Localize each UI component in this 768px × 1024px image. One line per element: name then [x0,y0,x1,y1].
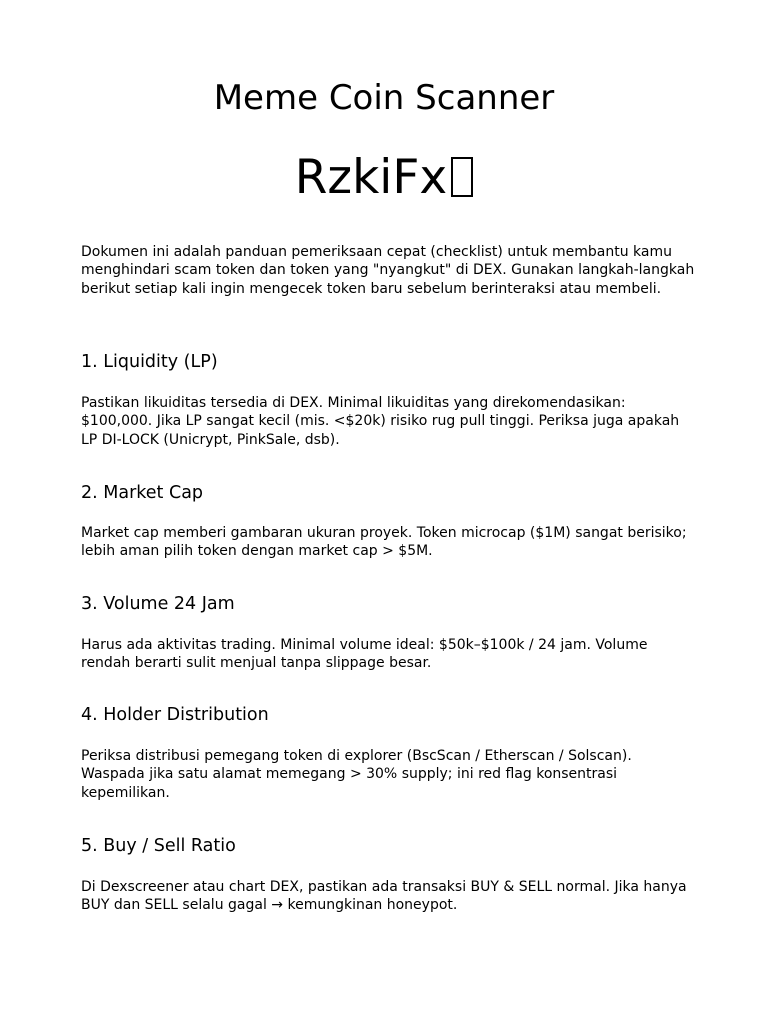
section-heading-volume: 3. Volume 24 Jam [81,594,235,614]
section-body-liquidity: Pastikan likuiditas tersedia di DEX. Minimal likuiditas yang direkomendasikan: $100,000. Jika LP sangat kecil (mis. <$20k) risiko rug pull tinggi. Periksa juga apakah LP DI-LOCK (Unicrypt, PinkSale, dsb). [81,395,680,448]
intro-paragraph: Dokumen ini adalah panduan pemeriksaan cepat (checklist) untuk membantu kamu menghindari scam token dan token yang "nyangkut" di DEX. Gunakan langkah-langkah berikut setiap kali ingin mengecek token baru sebelum berinteraksi atau membeli. [81,244,695,297]
section-body-volume: Harus ada aktivitas trading. Minimal volume ideal: $50k–$100k / 24 jam. Volume rendah berarti sulit menjual tanpa slippage besar. [81,637,648,672]
section-body-buy-sell-ratio: Di Dexscreener atau chart DEX, pastikan ada transaksi BUY & SELL normal. Jika hanya BUY dan SELL selalu gagal → kemungkinan honeypot. [81,879,687,914]
section-heading-liquidity: 1. Liquidity (LP) [81,352,218,372]
document-subtitle [0,148,768,208]
document-title: Meme Coin Scanner [213,78,555,118]
missing-glyph-icon [451,157,473,197]
section-body-holder-distribution: Periksa distribusi pemegang token di explorer (BscScan / Etherscan / Solscan). Waspada jika satu alamat memegang > 30% supply; ini red flag konsentrasi kepemilikan. [81,748,632,801]
section-heading-market-cap: 2. Market Cap [81,483,204,503]
section-heading-buy-sell-ratio: 5. Buy / Sell Ratio [81,836,236,856]
subtitle-text: RzkiFx [294,150,448,205]
section-body-market-cap: Market cap memberi gambaran ukuran proyek. Token microcap ($1M) sangat berisiko; lebih aman pilih token dengan market cap > $5M. [81,525,687,560]
section-heading-holder-distribution: 4. Holder Distribution [81,705,269,725]
